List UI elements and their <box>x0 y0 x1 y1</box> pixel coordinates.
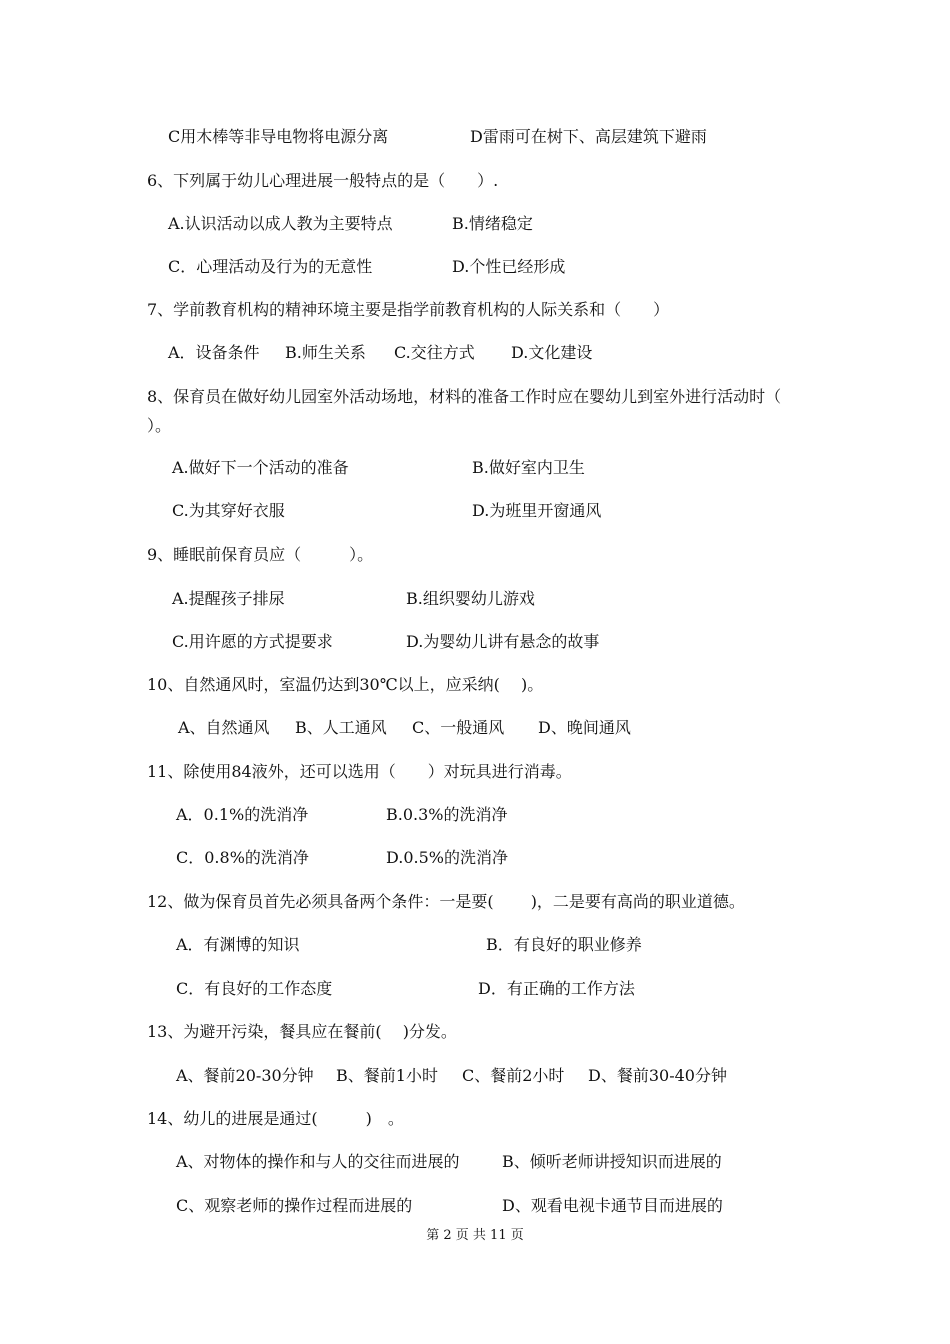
question-6-stem: 6、下列属于幼儿心理进展一般特点的是（ ）. <box>147 171 499 190</box>
question-9-stem: 9、睡眠前保育员应（ ）。 <box>147 545 374 564</box>
question-6-option: A.认识活动以成人教为主要特点 <box>168 214 393 233</box>
option-c-top: C用木棒等非导电物将电源分离 <box>168 127 389 146</box>
question-9-option: C.用许愿的方式提要求 <box>172 632 333 651</box>
question-10-option: C、一般通风 <box>412 718 505 737</box>
question-10-option: A、自然通风 <box>178 718 270 737</box>
question-9-option: A.提醒孩子排尿 <box>172 589 285 608</box>
question-10-option: D、晚间通风 <box>538 718 631 737</box>
question-8-stem: 8、保育员在做好幼儿园室外活动场地，材料的准备工作时应在婴幼儿到室外进行活动时（ <box>147 387 782 406</box>
question-13-option: D、餐前30-40分钟 <box>588 1066 727 1085</box>
question-10-stem: 10、自然通风时，室温仍达到30℃以上，应采纳( )。 <box>147 675 544 694</box>
question-8-stem-cont: ）。 <box>147 416 172 435</box>
question-13-option: B、餐前1小时 <box>336 1066 438 1085</box>
question-12-stem: 12、做为保育员首先必须具备两个条件：一是要( )，二是要有高尚的职业道德。 <box>147 892 745 911</box>
question-8-option: C.为其穿好衣服 <box>172 501 285 520</box>
question-11-option: C．0.8%的洗消净 <box>176 848 309 867</box>
question-14-option: D、观看电视卡通节目而进展的 <box>502 1196 723 1215</box>
question-6-option: B.情绪稳定 <box>452 214 533 233</box>
question-7-option: A．设备条件 <box>168 343 260 362</box>
question-6-option: D.个性已经形成 <box>452 257 566 276</box>
question-10-option: B、人工通风 <box>295 718 387 737</box>
question-12-option: D．有正确的工作方法 <box>478 979 635 998</box>
question-8-option: A.做好下一个活动的准备 <box>172 458 349 477</box>
question-12-option: C．有良好的工作态度 <box>176 979 333 998</box>
page-number-footer: 第 2 页 共 11 页 <box>426 1228 524 1243</box>
option-d-top: D雷雨可在树下、高层建筑下避雨 <box>470 127 707 146</box>
question-8-option: B.做好室内卫生 <box>472 458 585 477</box>
question-7-stem: 7、学前教育机构的精神环境主要是指学前教育机构的人际关系和（ ） <box>147 300 670 319</box>
question-13-option: C、餐前2小时 <box>462 1066 565 1085</box>
question-14-option: B、倾听老师讲授知识而进展的 <box>502 1152 722 1171</box>
question-11-option: A．0.1%的洗消净 <box>176 805 309 824</box>
question-14-stem: 14、幼儿的进展是通过( ) 。 <box>147 1109 404 1128</box>
question-13-stem: 13、为避开污染，餐具应在餐前( )分发。 <box>147 1022 457 1041</box>
question-14-option: C、观察老师的操作过程而进展的 <box>176 1196 413 1215</box>
question-7-option: D.文化建设 <box>511 343 593 362</box>
question-7-option: C.交往方式 <box>394 343 475 362</box>
question-8-option: D.为班里开窗通风 <box>472 501 602 520</box>
question-13-option: A、餐前20-30分钟 <box>176 1066 314 1085</box>
question-11-option: D.0.5%的洗消净 <box>386 848 508 867</box>
question-6-option: C．心理活动及行为的无意性 <box>168 257 373 276</box>
question-12-option: B．有良好的职业修养 <box>486 935 642 954</box>
question-9-option: D.为婴幼儿讲有悬念的故事 <box>406 632 600 651</box>
question-11-stem: 11、除使用84液外，还可以选用（ ）对玩具进行消毒。 <box>147 762 572 781</box>
question-7-option: B.师生关系 <box>285 343 366 362</box>
question-9-option: B.组织婴幼儿游戏 <box>406 589 535 608</box>
question-12-option: A．有渊博的知识 <box>176 935 300 954</box>
question-11-option: B.0.3%的洗消净 <box>386 805 508 824</box>
question-14-option: A、对物体的操作和与人的交往而进展的 <box>176 1152 460 1171</box>
